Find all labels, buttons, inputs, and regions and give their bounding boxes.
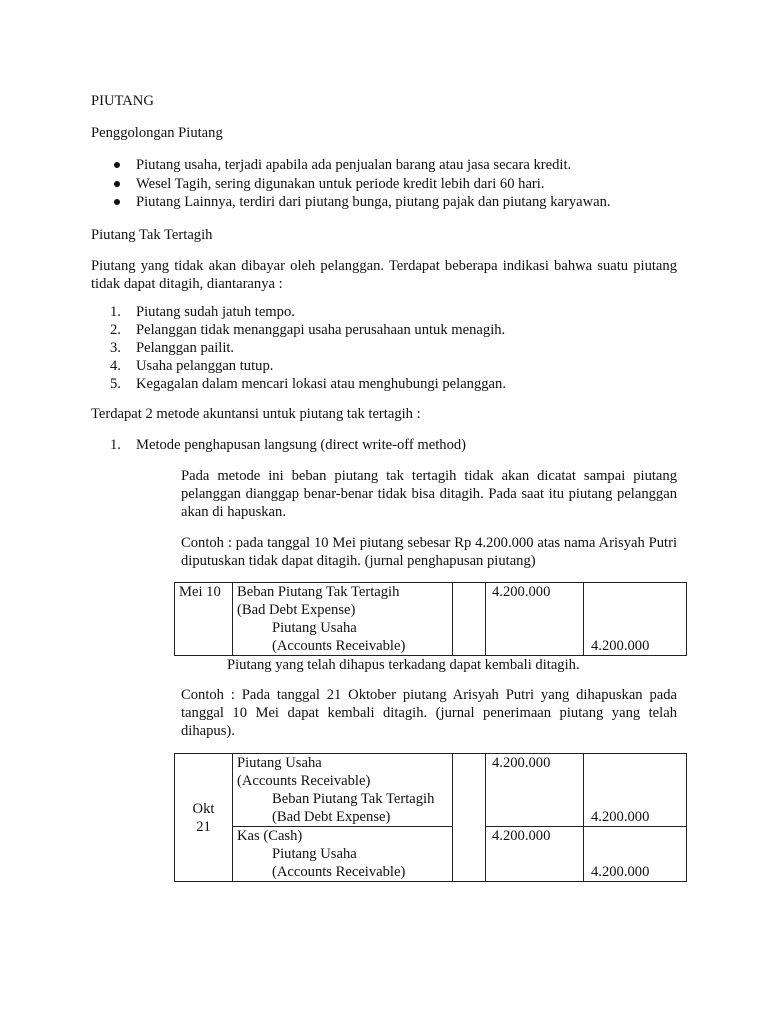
method-1-description: Pada metode ini beban piutang tak tertagih tidak akan dicatat sampai piutang pelanggan dianggap benar-benar tidak bisa ditagih. Pada saat itu piutang pelanggan akan di hapuskan. bbox=[181, 468, 677, 520]
list-number: 2. bbox=[110, 322, 121, 338]
journal-credit: 4.200.000 bbox=[584, 754, 687, 827]
journal-table-1 bbox=[174, 582, 687, 656]
method-title: Metode penghapusan langsung (direct write-off method) bbox=[136, 437, 467, 453]
list-item bbox=[110, 375, 506, 393]
journal-debit: 4.200.000 bbox=[486, 827, 584, 882]
method-number: 1. bbox=[110, 437, 121, 453]
journal-ref bbox=[453, 583, 486, 656]
methods-intro: Terdapat 2 metode akuntansi untuk piutang tak tertagih : bbox=[91, 406, 421, 422]
journal-debit: 4.200.000 bbox=[486, 754, 584, 827]
list-text: Pelanggan pailit. bbox=[136, 340, 235, 356]
journal-accounts: Kas (Cash) Piutang Usaha (Accounts Receivable) bbox=[233, 827, 453, 882]
journal-credit: 4.200.000 bbox=[584, 583, 687, 656]
list-number: 5. bbox=[110, 376, 121, 392]
list-number: 4. bbox=[110, 358, 121, 374]
list-item bbox=[110, 339, 506, 357]
example-1: Contoh : pada tanggal 10 Mei piutang sebesar Rp 4.200.000 atas nama Arisyah Putri diputuskan tidak dapat ditagih. (jurnal penghapusan piutang) bbox=[181, 535, 677, 569]
list-number: 1. bbox=[110, 304, 121, 320]
list-number: 3. bbox=[110, 340, 121, 356]
paragraph-definition: Piutang yang tidak akan dibayar oleh pelanggan. Terdapat beberapa indikasi bahwa suatu piutang tidak dapat ditagih, diantaranya : bbox=[91, 258, 677, 292]
journal-ref bbox=[453, 754, 486, 882]
journal-date: Mei 10 bbox=[175, 583, 233, 656]
section-heading-penggolongan: Penggolongan Piutang bbox=[91, 125, 223, 141]
list-text: Usaha pelanggan tutup. bbox=[136, 358, 274, 374]
list-text: Pelanggan tidak menanggapi usaha perusahaan untuk menagih. bbox=[136, 322, 506, 338]
list-text: Piutang sudah jatuh tempo. bbox=[136, 304, 295, 320]
list-item bbox=[110, 303, 506, 321]
note-1: Piutang yang telah dihapus terkadang dapat kembali ditagih. bbox=[227, 657, 580, 673]
journal-accounts: Beban Piutang Tak Tertagih (Bad Debt Expense) Piutang Usaha (Accounts Receivable) bbox=[233, 583, 453, 656]
journal-table-2 bbox=[174, 753, 687, 882]
bullet-item: Piutang usaha, terjadi apabila ada penjualan barang atau jasa secara kredit. bbox=[110, 156, 611, 175]
method-1-heading bbox=[110, 436, 466, 454]
numbered-list bbox=[110, 303, 506, 393]
bullet-list bbox=[110, 156, 611, 212]
journal-date: Okt 21 bbox=[175, 754, 233, 882]
list-text: Kegagalan dalam mencari lokasi atau menghubungi pelanggan. bbox=[136, 376, 506, 392]
list-item bbox=[110, 357, 506, 375]
journal-debit: 4.200.000 bbox=[486, 583, 584, 656]
document-title: PIUTANG bbox=[91, 93, 154, 109]
bullet-item: Wesel Tagih, sering digunakan untuk periode kredit lebih dari 60 hari. bbox=[110, 175, 611, 194]
example-2: Contoh : Pada tanggal 21 Oktober piutang Arisyah Putri yang dihapuskan pada tanggal 10 Mei dapat kembali ditagih. (jurnal penerimaan piutang yang telah dihapus). bbox=[181, 687, 677, 739]
list-item bbox=[110, 321, 506, 339]
bullet-item: Piutang Lainnya, terdiri dari piutang bunga, piutang pajak dan piutang karyawan. bbox=[110, 193, 611, 212]
journal-credit: 4.200.000 bbox=[584, 827, 687, 882]
journal-accounts: Piutang Usaha (Accounts Receivable) Beban Piutang Tak Tertagih (Bad Debt Expense) bbox=[233, 754, 453, 827]
section-heading-tak-tertagih: Piutang Tak Tertagih bbox=[91, 227, 213, 243]
